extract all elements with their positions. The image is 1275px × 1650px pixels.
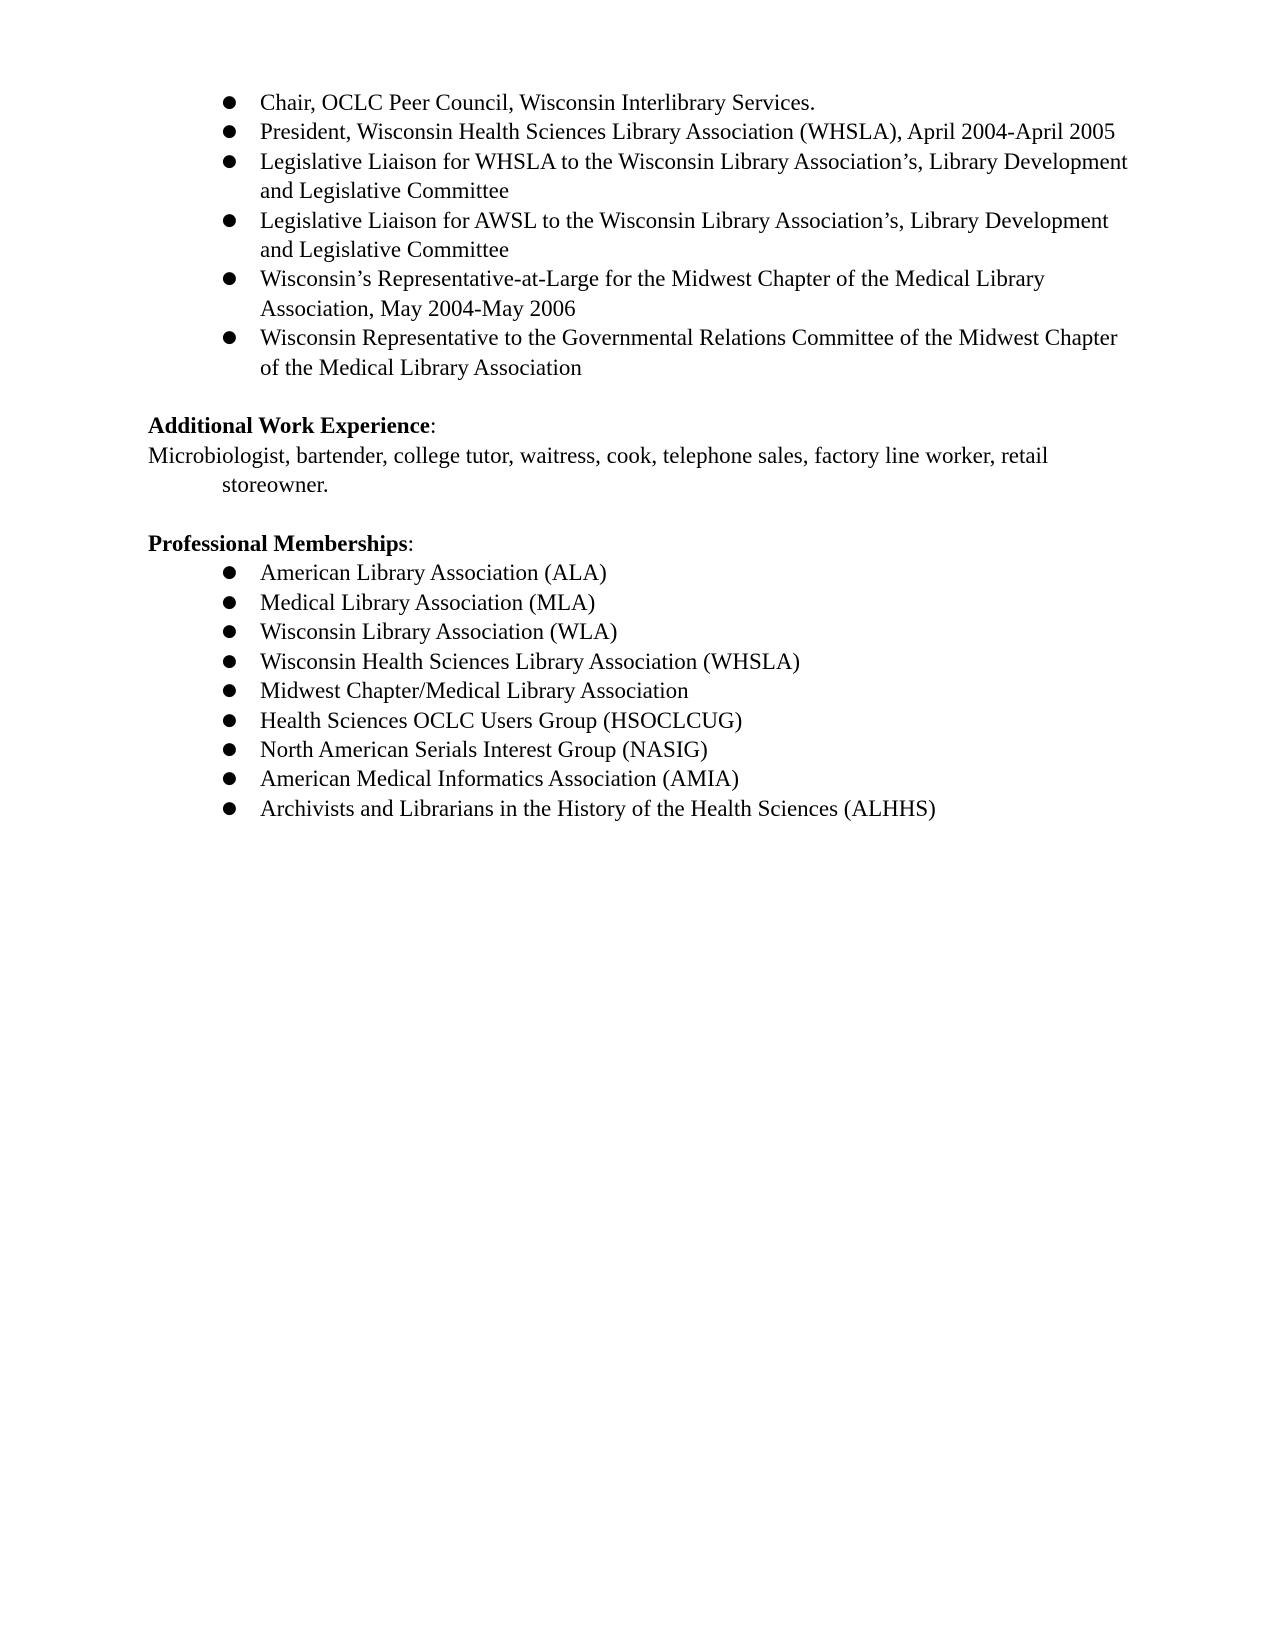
bullet-icon: ● xyxy=(222,680,237,701)
list-item-text: American Library Association (ALA) xyxy=(260,560,607,586)
bullet-icon: ● xyxy=(222,209,237,230)
list-item xyxy=(222,706,1128,735)
bullet-icon: ● xyxy=(222,92,237,112)
list-item xyxy=(222,264,1128,323)
memberships-heading-line xyxy=(148,529,1128,558)
list-item-text: North American Serials Interest Group (NASIG) xyxy=(260,736,708,762)
memberships-heading: Professional Memberships xyxy=(148,531,408,557)
bullet-icon: ● xyxy=(222,268,237,289)
bullet-icon: ● xyxy=(222,562,237,583)
list-item xyxy=(222,147,1128,206)
list-item xyxy=(222,794,1128,823)
service-list xyxy=(148,88,1128,382)
list-item-text: Wisconsin Health Sciences Library Association (WHSLA) xyxy=(260,648,801,674)
list-item xyxy=(222,588,1128,617)
additional-work-heading: Additional Work Experience xyxy=(148,413,430,439)
list-item-text: Legislative Liaison for AWSL to the Wisconsin Library Association’s, Library Development and Legislative Committee xyxy=(260,207,1109,263)
list-item-text: American Medical Informatics Association (AMIA) xyxy=(260,766,740,792)
bullet-icon: ● xyxy=(222,650,237,671)
additional-work-heading-line xyxy=(148,411,1128,440)
memberships-section xyxy=(148,529,1128,823)
bullet-icon: ● xyxy=(222,797,237,818)
bullet-icon: ● xyxy=(222,327,237,348)
list-item xyxy=(222,764,1128,793)
list-item-text: Wisconsin Representative to the Governmental Relations Committee of the Midwest Chapter of the Medical Library Association xyxy=(260,325,1118,380)
list-item-text: Health Sciences OCLC Users Group (HSOCLCUG) xyxy=(260,707,743,733)
bullet-icon: ● xyxy=(222,621,237,642)
list-item-text: Wisconsin Library Association (WLA) xyxy=(260,619,618,645)
page-content xyxy=(148,88,1128,823)
list-item xyxy=(222,323,1128,382)
list-item xyxy=(222,117,1128,146)
list-item xyxy=(222,206,1128,265)
additional-work-section xyxy=(148,411,1128,499)
list-item-text: Wisconsin’s Representative-at-Large for the Midwest Chapter of the Medical Library Association, May 2004-May 2006 xyxy=(260,266,1045,321)
list-item xyxy=(222,88,1128,117)
list-item xyxy=(222,676,1128,705)
list-item xyxy=(222,735,1128,764)
list-item xyxy=(222,647,1128,676)
heading-colon: : xyxy=(407,531,414,557)
bullet-icon: ● xyxy=(222,709,237,730)
list-item-text: Archivists and Librarians in the History of the Health Sciences (ALHHS) xyxy=(260,795,936,821)
list-item xyxy=(222,558,1128,587)
list-item-text: Chair, OCLC Peer Council, Wisconsin Interlibrary Services. xyxy=(260,90,816,115)
bullet-icon: ● xyxy=(222,768,237,789)
list-item-text: President, Wisconsin Health Sciences Library Association (WHSLA), April 2004-April 2005 xyxy=(260,119,1116,145)
heading-colon: : xyxy=(430,413,437,439)
list-item-text: Medical Library Association (MLA) xyxy=(260,589,596,615)
additional-work-text: Microbiologist, bartender, college tutor, waitress, cook, telephone sales, factory line worker, retail storeowner. xyxy=(148,442,1049,498)
bullet-icon: ● xyxy=(222,150,237,171)
bullet-icon: ● xyxy=(222,121,237,142)
list-item-text: Midwest Chapter/Medical Library Association xyxy=(260,678,689,704)
bullet-icon: ● xyxy=(222,738,237,759)
list-item-text: Legislative Liaison for WHSLA to the Wisconsin Library Association’s, Library Development and Legislative Committee xyxy=(260,148,1128,204)
bullet-icon: ● xyxy=(222,591,237,612)
list-item xyxy=(222,617,1128,646)
memberships-list xyxy=(148,558,1128,823)
